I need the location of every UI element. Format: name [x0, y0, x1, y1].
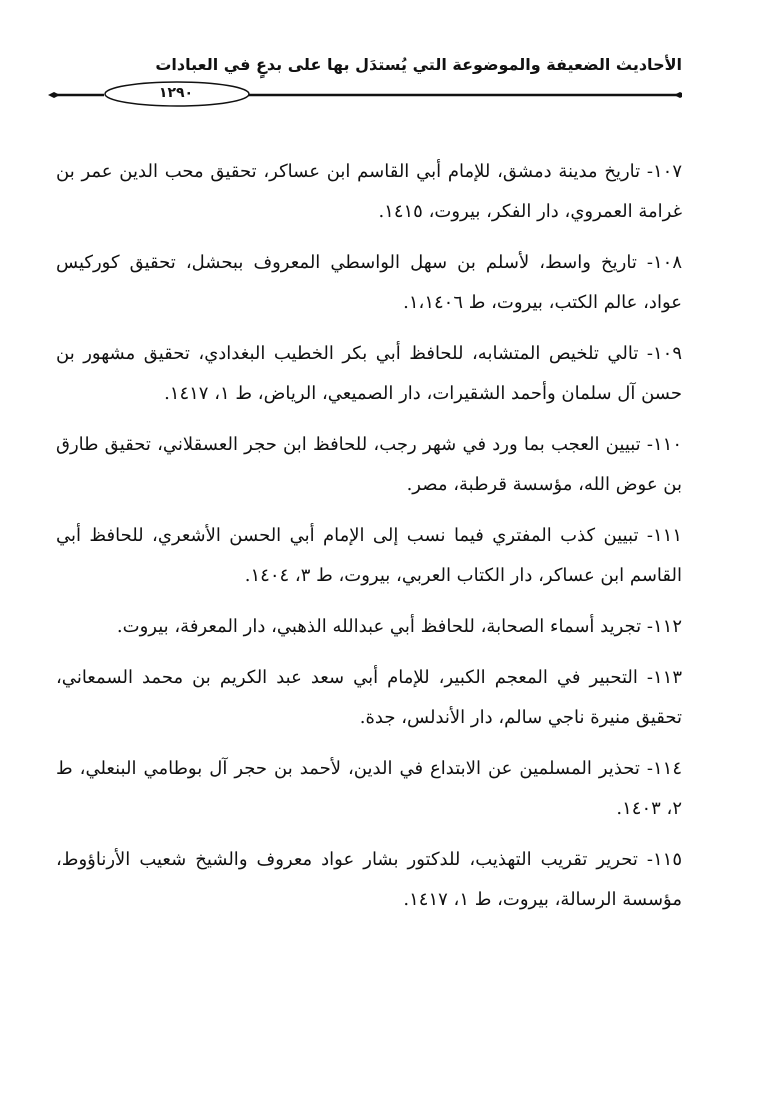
page-header — [48, 55, 682, 105]
bibliography-entry-114: ١١٤- تحذير المسلمين عن الابتداع في الدين، لأحمد بن حجر آل بوطامي البنعلي، ط ٢، ١٤٠٣. — [56, 758, 682, 819]
bibliography-entry-112: ١١٢- تجريد أسماء الصحابة، للحافظ أبي عبدالله الذهبي، دار المعرفة، بيروت. — [116, 616, 682, 637]
bibliography-entry-113: ١١٣- التحبير في المعجم الكبير، للإمام أبي سعد عبد الكريم بن محمد السمعاني، تحقيق منيرة ناجي سالم، دار الأندلس، جدة. — [56, 667, 682, 728]
rule-end-diamond-left — [48, 92, 60, 98]
bibliography-entry-107: ١٠٧- تاريخ مدينة دمشق، للإمام أبي القاسم ابن عساكر، تحقيق محب الدين عمر بن غرامة العمروي، دار الفكر، بيروت، ١٤١٥. — [56, 161, 682, 222]
bibliography-entry-108: ١٠٨- تاريخ واسط، لأسلم بن سهل الواسطي المعروف ببحشل، تحقيق كوركيس عواد، عالم الكتب، بيروت، ط ١،١٤٠٦. — [56, 252, 682, 313]
bibliography-entry-110: ١١٠- تبيين العجب بما ورد في شهر رجب، للحافظ ابن حجر العسقلاني، تحقيق طارق بن عوض الله، مؤسسة قرطبة، مصر. — [56, 434, 683, 495]
running-title: الأحاديث الضعيفة والموضوعة التي يُستدَل بها على بدعٍ في العبادات — [155, 55, 682, 74]
bibliography-entry-111: ١١١- تبيين كذب المفتري فيما نسب إلى الإمام أبي الحسن الأشعري، للحافظ أبي القاسم ابن عساكر، دار الكتاب العربي، بيروت، ط ٣، ١٤٠٤. — [56, 525, 682, 586]
page-number: ١٢٩٠ — [158, 85, 194, 101]
bibliography-entry-115: ١١٥- تحرير تقريب التهذيب، للدكتور بشار عواد معروف والشيخ شعيب الأرناؤوط، مؤسسة الرسالة، بيروت، ط ١، ١٤١٧. — [56, 849, 682, 910]
bibliography-list — [56, 152, 682, 931]
bibliography-entry-109: ١٠٩- تالي تلخيص المتشابه، للحافظ أبي بكر الخطيب البغدادي، تحقيق مشهور بن حسن آل سلمان وأحمد الشقيرات، دار الصميعي، الرياض، ط ١، ١٤١٧. — [56, 343, 682, 404]
